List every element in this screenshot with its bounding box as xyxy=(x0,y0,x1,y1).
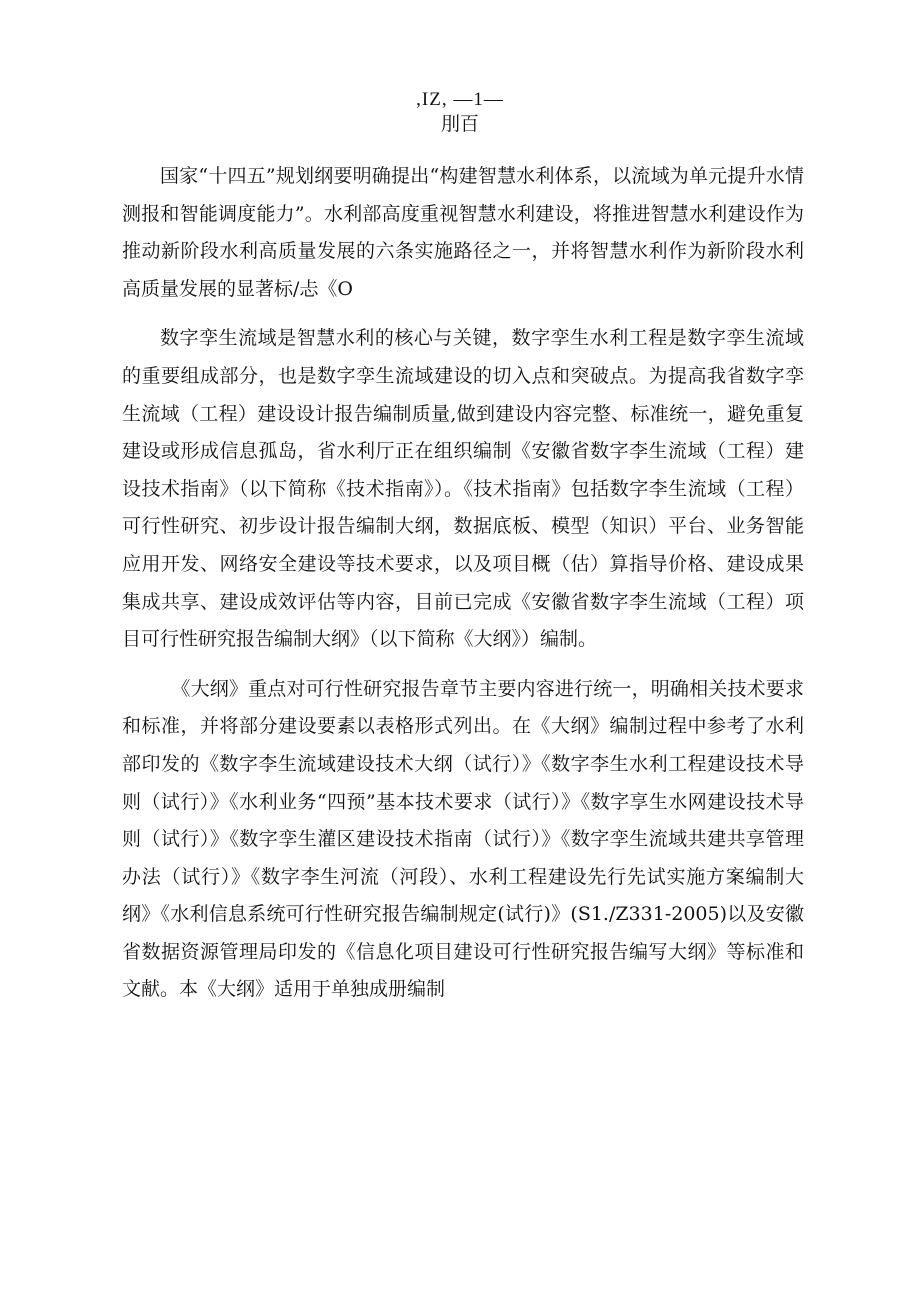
paragraph-1: 国家“十四五”规划纲要明确提出“构建智慧水利体系，以流域为单元提升水情测报和智能调度能力”。水利部高度重视智慧水利建设，将推进智慧水利建设作为推动新阶段水利高质量发展的六条实施路径之一，并将智慧水利作为新阶段水利高质量发展的显著标/忐《O xyxy=(122,165,804,300)
section-title: 刖百 xyxy=(440,113,479,135)
paragraph-3: 《大纲》重点对可行性研究报告章节主要内容进行统一，明确相关技术要求和标准，并将部分建设要素以表格形式列出。在《大纲》编制过程中参考了水利部印发的《数字李生流域建设技术大纲（试行）》《数字李生水利工程建设技术导则（试行）》《水利业务“四预”基本技术要求（试行）》《数字享生水网建设技术导则（试行）》《数字孪生灌区建设技术指南（试行）》《数字孪生流域共建共享管理办法（试行）》《数字李生河流（河段）、水利工程建设先行先试实施方案编制大纲》《水利信息系统可行性研究报告编制规定(试行)》(S1./Z331-2005)以及安徽省数据资源管理局印发的《信息化项目建设可行性研究报告编写大纲》等标准和文献。本《大纲》适用于单独成册编制 xyxy=(122,677,804,1001)
paragraph-2: 数字孪生流域是智慧水利的核心与关键，数字孪生水利工程是数字孪生流域的重要组成部分，也是数字孪生流域建设的切入点和突破点。为提高我省数字孪生流域（工程）建设设计报告编制质量,做到建设内容完整、标准统一，避免重复建设或形成信息孤岛，省水利厅正在组织编制《安徽省数字李生流域（工程）建设技术指南》（以下简称《技术指南》）。《技术指南》包括数字李生流域（工程）可行性研究、初步设计报告编制大纲，数据底板、模型（知识）平台、业务智能应用开发、网络安全建设等技术要求，以及项目概（估）算指导价格、建设成果集成共享、建设成效评估等内容，目前已完成《安徽省数字李生流域（工程）项目可行性研究报告编制大纲》（以下简称《大纲》）编制。 xyxy=(122,327,804,651)
page-header-number: ,IZ, —1— xyxy=(416,89,504,110)
document-body xyxy=(122,158,804,1021)
